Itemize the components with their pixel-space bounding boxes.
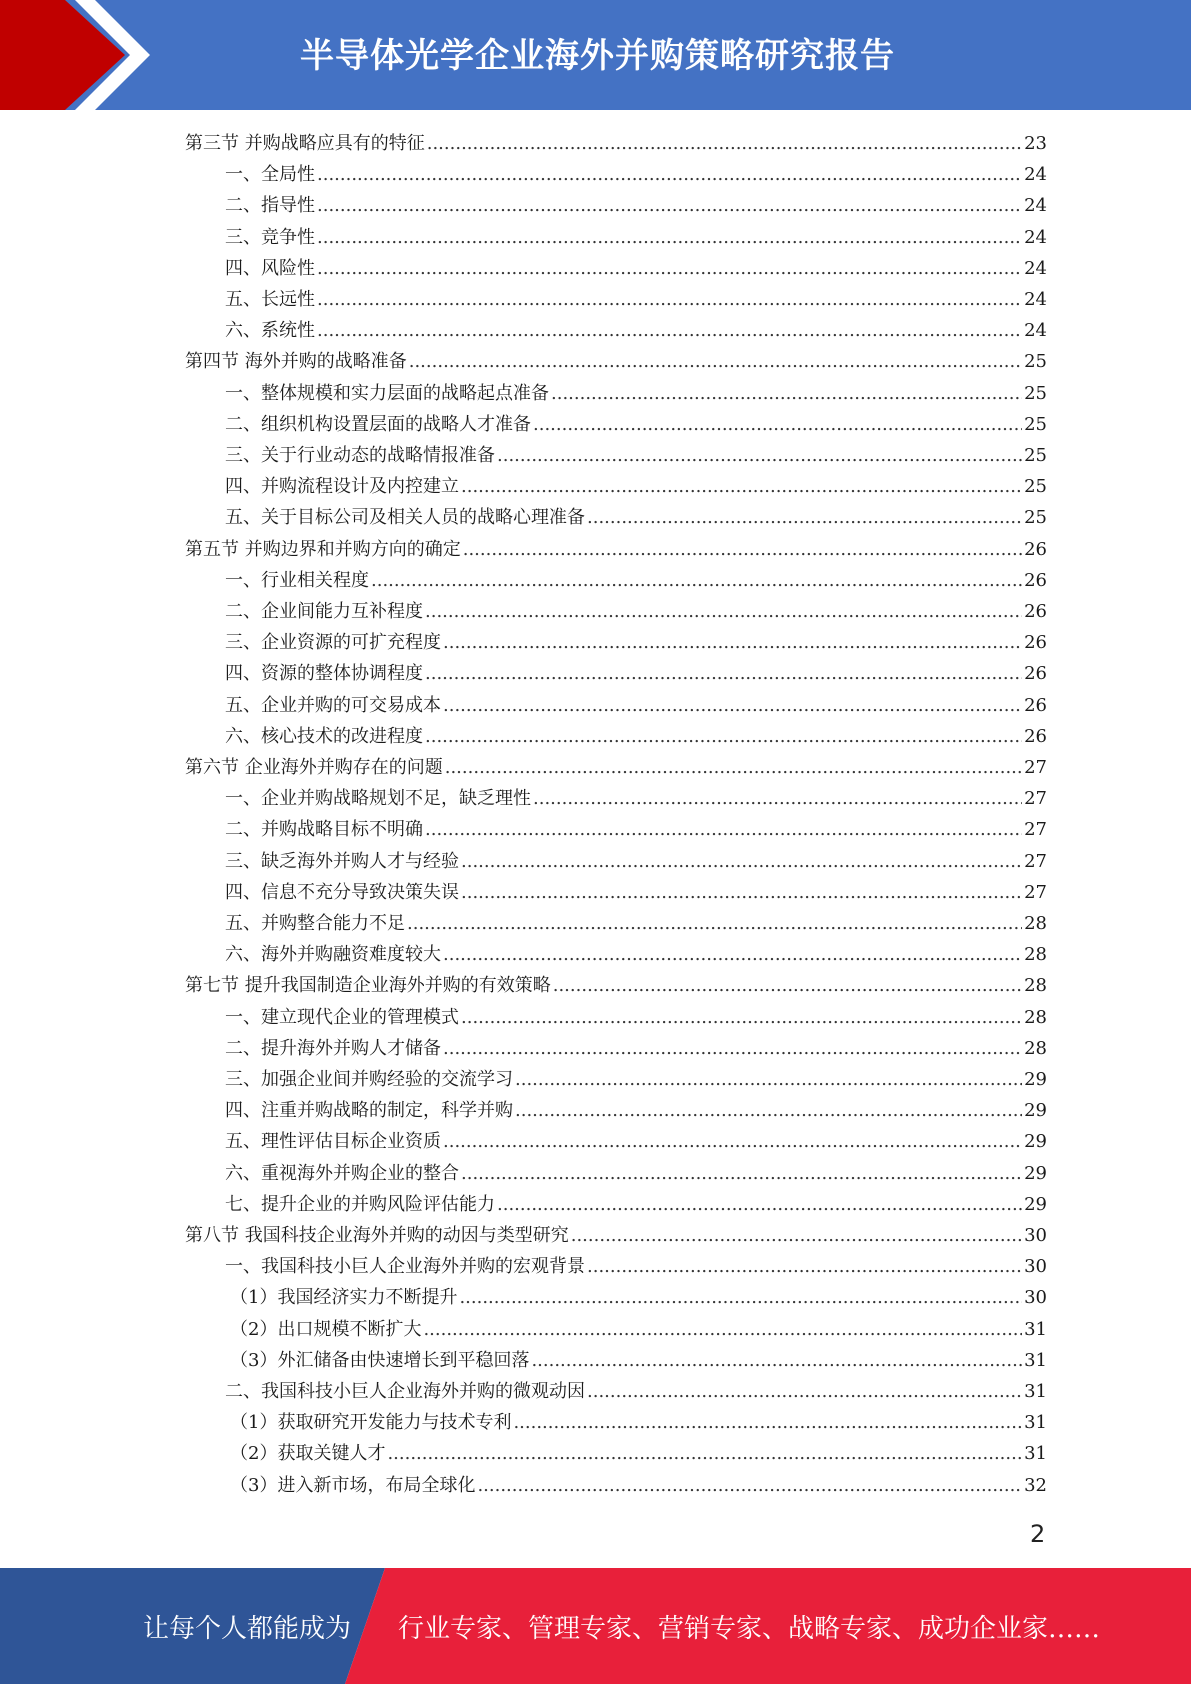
toc-entry[interactable]	[230, 1345, 1047, 1376]
toc-dot-leader	[425, 814, 1022, 845]
toc-entry-page: 28	[1024, 1037, 1047, 1059]
toc-entry-label: 一、行业相关程度	[225, 569, 369, 591]
toc-dot-leader	[477, 1470, 1022, 1501]
toc-entry[interactable]	[225, 222, 1047, 253]
toc-entry-label: 第六节 企业海外并购存在的问题	[185, 757, 443, 778]
toc-entry-label: （1）我国经济实力不断提升	[230, 1287, 458, 1309]
toc-entry-page: 27	[1024, 757, 1047, 778]
toc-entry-label: 六、核心技术的改进程度	[225, 725, 423, 747]
toc-entry-label: 二、指导性	[225, 195, 315, 217]
toc-dot-leader	[443, 627, 1022, 658]
toc-entry[interactable]	[225, 627, 1047, 658]
toc-dot-leader	[425, 721, 1022, 752]
toc-entry-page: 27	[1024, 850, 1047, 872]
toc-entry[interactable]	[225, 908, 1047, 939]
toc-entry[interactable]	[225, 378, 1047, 409]
toc-entry-label: 一、建立现代企业的管理模式	[225, 1006, 459, 1028]
toc-entry-label: 一、整体规模和实力层面的战略起点准备	[225, 382, 549, 404]
toc-entry-page: 25	[1024, 351, 1047, 373]
toc-entry-page: 28	[1024, 1006, 1047, 1028]
toc-entry-page: 25	[1024, 507, 1047, 529]
toc-entry[interactable]	[185, 970, 1047, 1001]
toc-entry[interactable]	[230, 1314, 1047, 1345]
toc-entry-page: 26	[1024, 632, 1047, 654]
toc-entry-label: 二、并购战略目标不明确	[225, 819, 423, 841]
toc-entry-label: 五、并购整合能力不足	[225, 913, 405, 934]
toc-entry-page: 28	[1024, 975, 1047, 997]
toc-entry[interactable]	[225, 409, 1047, 440]
toc-entry[interactable]	[225, 315, 1047, 346]
toc-entry-label: 四、注重并购战略的制定，科学并购	[225, 1100, 513, 1122]
toc-entry-label: 四、风险性	[225, 257, 315, 279]
toc-entry-page: 27	[1024, 788, 1047, 810]
toc-entry-page: 25	[1024, 413, 1047, 435]
toc-entry-page: 26	[1024, 538, 1047, 560]
toc-entry-page: 29	[1024, 1193, 1047, 1215]
toc-entry[interactable]	[225, 1064, 1047, 1095]
toc-entry[interactable]	[225, 658, 1047, 689]
toc-entry-page: 24	[1024, 320, 1047, 342]
toc-dot-leader	[387, 1438, 1022, 1469]
toc-entry-page: 24	[1024, 226, 1047, 248]
toc-dot-leader	[443, 1033, 1022, 1064]
toc-entry-page: 30	[1024, 1225, 1047, 1246]
toc-entry-page: 30	[1024, 1256, 1047, 1278]
toc-entry[interactable]	[225, 846, 1047, 877]
toc-dot-leader	[463, 534, 1022, 565]
toc-dot-leader	[497, 440, 1022, 471]
toc-entry-page: 29	[1024, 1162, 1047, 1184]
toc-entry-label: 三、企业资源的可扩充程度	[225, 632, 441, 654]
toc-entry-label: 第五节 并购边界和并购方向的确定	[185, 538, 461, 560]
toc-entry[interactable]	[225, 440, 1047, 471]
toc-dot-leader	[409, 346, 1022, 377]
toc-entry-page: 25	[1024, 476, 1047, 498]
toc-entry[interactable]	[225, 783, 1047, 814]
toc-dot-leader	[461, 846, 1022, 877]
toc-entry-label: 第八节 我国科技企业海外并购的动因与类型研究	[185, 1225, 569, 1246]
toc-dot-leader	[571, 1220, 1022, 1251]
toc-dot-leader	[317, 222, 1022, 253]
toc-entry-label: 五、长远性	[225, 289, 315, 310]
toc-entry[interactable]	[225, 1376, 1047, 1407]
toc-dot-leader	[445, 752, 1022, 783]
page-number: 2	[1030, 1520, 1046, 1548]
toc-entry-page: 31	[1024, 1349, 1047, 1371]
toc-dot-leader	[531, 1345, 1022, 1376]
toc-dot-leader	[317, 253, 1022, 284]
toc-entry-label: 二、提升海外并购人才储备	[225, 1037, 441, 1059]
toc-entry[interactable]	[225, 159, 1047, 190]
toc-entry[interactable]	[225, 565, 1047, 596]
toc-dot-leader	[533, 409, 1022, 440]
toc-entry-label: 三、关于行业动态的战略情报准备	[225, 445, 495, 466]
toc-entry-page: 24	[1024, 195, 1047, 217]
toc-entry-label: 四、信息不充分导致决策失误	[225, 881, 459, 903]
toc-dot-leader	[317, 315, 1022, 346]
toc-dot-leader	[459, 1282, 1022, 1313]
toc-entry-label: 四、并购流程设计及内控建立	[225, 476, 459, 498]
toc-dot-leader	[317, 190, 1022, 221]
toc-entry-label: （1）获取研究开发能力与技术专利	[230, 1412, 512, 1434]
toc-entry-label: 二、我国科技小巨人企业海外并购的微观动因	[225, 1381, 585, 1402]
toc-entry-page: 30	[1024, 1287, 1047, 1309]
toc-entry-label: 五、企业并购的可交易成本	[225, 694, 441, 716]
toc-entry-page: 29	[1024, 1100, 1047, 1122]
toc-entry-label: 三、缺乏海外并购人才与经验	[225, 850, 459, 872]
toc-entry[interactable]	[225, 1251, 1047, 1282]
toc-entry-page: 32	[1024, 1474, 1047, 1496]
toc-entry-page: 24	[1024, 164, 1047, 186]
toc-entry[interactable]	[225, 939, 1047, 970]
toc-entry-page: 31	[1024, 1412, 1047, 1434]
toc-entry[interactable]	[185, 346, 1047, 377]
toc-entry-label: 五、理性评估目标企业资质	[225, 1131, 441, 1153]
toc-dot-leader	[407, 908, 1022, 939]
toc-dot-leader	[461, 1002, 1022, 1033]
toc-entry[interactable]	[225, 1033, 1047, 1064]
page-footer	[0, 1568, 1191, 1684]
toc-entry-page: 28	[1024, 913, 1047, 934]
toc-entry[interactable]	[230, 1407, 1047, 1438]
toc-entry-page: 27	[1024, 819, 1047, 841]
toc-dot-leader	[317, 284, 1022, 315]
toc-entry[interactable]	[225, 502, 1047, 533]
toc-entry-page: 27	[1024, 881, 1047, 903]
toc-dot-leader	[371, 565, 1022, 596]
toc-entry-label: 四、资源的整体协调程度	[225, 663, 423, 685]
toc-dot-leader	[587, 502, 1022, 533]
toc-dot-leader	[461, 1158, 1022, 1189]
page-header	[0, 0, 1191, 110]
toc-entry-label: 三、竞争性	[225, 226, 315, 248]
toc-entry-label: 一、我国科技小巨人企业海外并购的宏观背景	[225, 1256, 585, 1278]
toc-entry[interactable]	[225, 877, 1047, 908]
footer-slogan-right: 行业专家、管理专家、营销专家、战略专家、成功企业家……	[398, 1614, 1101, 1644]
toc-dot-leader	[551, 378, 1022, 409]
toc-dot-leader	[427, 128, 1022, 159]
toc-entry-page: 26	[1024, 663, 1047, 685]
toc-entry-page: 31	[1024, 1443, 1047, 1465]
toc-dot-leader	[515, 1095, 1022, 1126]
toc-dot-leader	[587, 1376, 1022, 1407]
toc-entry[interactable]	[225, 253, 1047, 284]
toc-entry-label: 三、加强企业间并购经验的交流学习	[225, 1069, 513, 1090]
toc-entry[interactable]	[225, 596, 1047, 627]
toc-entry[interactable]	[225, 1189, 1047, 1220]
toc-dot-leader	[497, 1189, 1022, 1220]
toc-entry-label: 一、全局性	[225, 164, 315, 186]
toc-entry-page: 23	[1024, 133, 1047, 154]
toc-entry[interactable]	[225, 1095, 1047, 1126]
toc-entry-label: 二、企业间能力互补程度	[225, 601, 423, 622]
toc-entry[interactable]	[230, 1438, 1047, 1469]
toc-entry-page: 31	[1024, 1381, 1047, 1402]
toc-entry-label: （2）获取关键人才	[230, 1443, 386, 1465]
toc-entry[interactable]	[225, 1158, 1047, 1189]
toc-entry-page: 29	[1024, 1131, 1047, 1153]
toc-entry-page: 26	[1024, 569, 1047, 591]
toc-entry[interactable]	[225, 1126, 1047, 1157]
toc-entry-label: 二、组织机构设置层面的战略人才准备	[225, 413, 531, 435]
toc-entry-page: 26	[1024, 725, 1047, 747]
toc-entry-page: 24	[1024, 289, 1047, 310]
toc-entry[interactable]	[185, 128, 1047, 159]
toc-entry-label: 六、系统性	[225, 320, 315, 342]
toc-entry-page: 24	[1024, 257, 1047, 279]
toc-entry[interactable]	[185, 752, 1047, 783]
toc-dot-leader	[553, 970, 1022, 1001]
footer-slogan-left: 让每个人都能成为	[143, 1614, 352, 1644]
toc-entry[interactable]	[230, 1282, 1047, 1313]
toc-entry-page: 25	[1024, 382, 1047, 404]
toc-dot-leader	[461, 471, 1022, 502]
toc-dot-leader	[317, 159, 1022, 190]
toc-entry[interactable]	[225, 471, 1047, 502]
toc-dot-leader	[425, 658, 1022, 689]
toc-entry-page: 26	[1024, 601, 1047, 622]
toc-entry-label: 五、关于目标公司及相关人员的战略心理准备	[225, 507, 585, 529]
toc-dot-leader	[425, 596, 1022, 627]
toc-entry-label: 第三节 并购战略应具有的特征	[185, 133, 425, 154]
toc-entry[interactable]	[225, 190, 1047, 221]
toc-entry[interactable]	[225, 721, 1047, 752]
toc-dot-leader	[443, 1126, 1022, 1157]
toc-dot-leader	[587, 1251, 1022, 1282]
toc-entry-label: 第四节 海外并购的战略准备	[185, 351, 407, 373]
toc-entry-page: 28	[1024, 944, 1047, 966]
toc-entry-page: 29	[1024, 1069, 1047, 1090]
toc-entry-page: 31	[1024, 1318, 1047, 1340]
toc-entry-label: （3）外汇储备由快速增长到平稳回落	[230, 1349, 530, 1371]
toc-dot-leader	[423, 1314, 1022, 1345]
toc-entry-page: 26	[1024, 694, 1047, 716]
toc-entry[interactable]	[185, 534, 1047, 565]
toc-entry-label: 一、企业并购战略规划不足，缺乏理性	[225, 788, 531, 810]
toc-dot-leader	[443, 939, 1022, 970]
toc-entry[interactable]	[230, 1470, 1047, 1501]
toc-entry[interactable]	[225, 1002, 1047, 1033]
toc-entry-label: 六、重视海外并购企业的整合	[225, 1162, 459, 1184]
document-title: 半导体光学企业海外并购策略研究报告	[300, 36, 895, 76]
toc-entry-label: 第七节 提升我国制造企业海外并购的有效策略	[185, 975, 551, 997]
toc-dot-leader	[515, 1064, 1022, 1095]
toc-entry-label: （2）出口规模不断扩大	[230, 1318, 422, 1340]
toc-entry-label: 七、提升企业的并购风险评估能力	[225, 1193, 495, 1215]
toc-dot-leader	[533, 783, 1022, 814]
toc-entry[interactable]	[225, 814, 1047, 845]
toc-dot-leader	[443, 690, 1022, 721]
toc-dot-leader	[513, 1407, 1022, 1438]
toc-entry-label: 六、海外并购融资难度较大	[225, 944, 441, 966]
toc-entry-label: （3）进入新市场，布局全球化	[230, 1474, 476, 1496]
toc-entry-page: 25	[1024, 445, 1047, 466]
toc-entry[interactable]	[185, 1220, 1047, 1251]
toc-dot-leader	[461, 877, 1022, 908]
toc-entry[interactable]	[225, 690, 1047, 721]
toc-entry[interactable]	[225, 284, 1047, 315]
